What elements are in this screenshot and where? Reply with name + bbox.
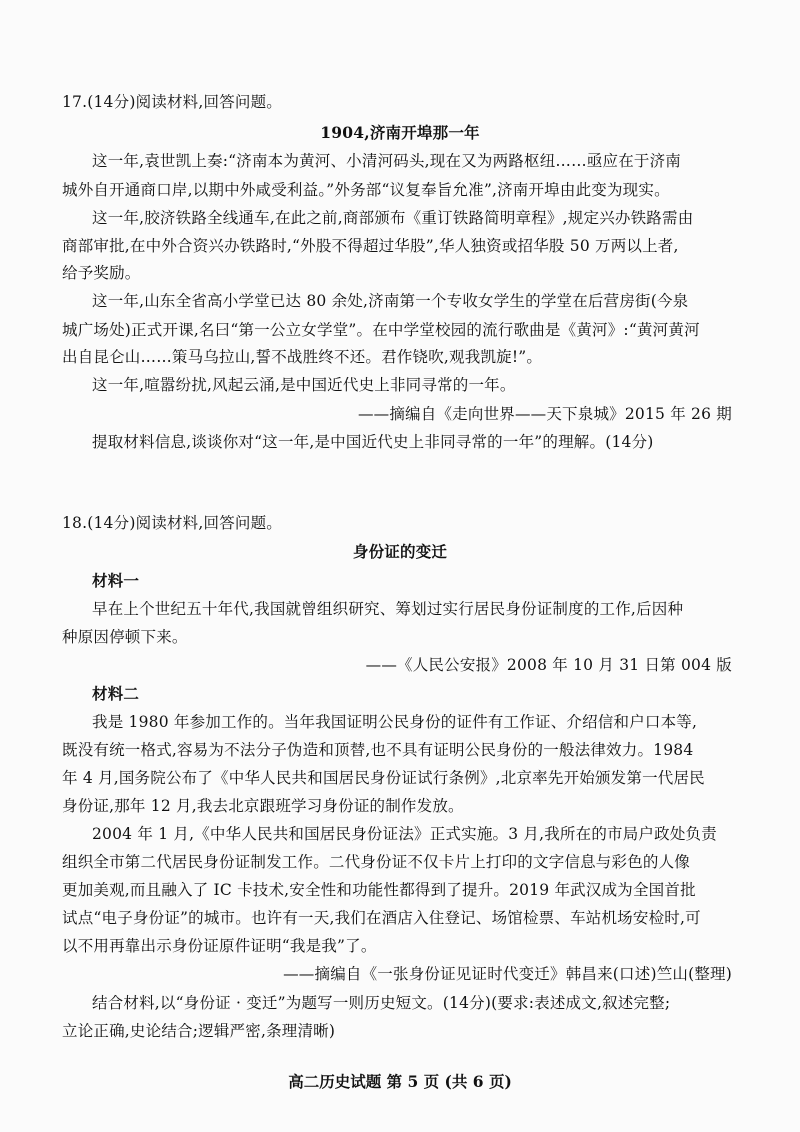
q18-material2-p2-line1: 2004 年 1 月,《中华人民共和国居民身份证法》正式实施。3 月,我所在的市局户政处负责 xyxy=(92,825,717,843)
q17-title: 1904,济南开埠那一年 xyxy=(320,123,480,142)
q17-task: 提取材料信息,谈谈你对“这一年,是中国近代史上非同寻常的一年”的理解。(14分) xyxy=(92,433,654,451)
q17-p4-line1: 这一年,喧嚣纷扰,风起云涌,是中国近代史上非同寻常的一年。 xyxy=(92,376,516,394)
q18-material2-source: ——摘编自《一张身份证见证时代变迁》韩昌来(口述)竺山(整理) xyxy=(283,965,732,983)
q17-header: 17.(14分)阅读材料,回答问题。 xyxy=(62,93,282,111)
page-footer: 高二历史试题 第 5 页 (共 6 页) xyxy=(288,1072,512,1091)
q18-task-line1: 结合材料,以“身份证 · 变迁”为题写一则历史短文。(14分)(要求:表述成文,叙述完整; xyxy=(92,994,671,1012)
q18-task-line2: 立论正确,史论结合;逻辑严密,条理清晰) xyxy=(62,1022,336,1040)
q17-p2-line3: 给予奖励。 xyxy=(62,264,141,282)
q18-material2-p2-line2: 组织全市第二代居民身份证制发工作。二代身份证不仅卡片上打印的文字信息与彩色的人像 xyxy=(62,853,691,871)
q17-p3-line3: 出自昆仑山……策马乌拉山,誓不战胜终不还。君作铙吹,观我凯旋!”。 xyxy=(62,348,543,366)
q17-source: ——摘编自《走向世界——天下泉城》2015 年 26 期 xyxy=(357,405,732,423)
q18-material2-p2-line5: 以不用再靠出示身份证原件证明“我是我”了。 xyxy=(62,937,377,955)
q17-p3-line1: 这一年,山东全省高小学堂已达 80 余处,济南第一个专收女学生的学堂在后营房街(今泉 xyxy=(92,292,689,310)
q18-material1-source: ——《人民公安报》2008 年 10 月 31 日第 004 版 xyxy=(365,656,732,674)
q18-title: 身份证的变迁 xyxy=(352,542,448,561)
q18-material2-label: 材料二 xyxy=(92,684,140,703)
q18-header: 18.(14分)阅读材料,回答问题。 xyxy=(62,514,282,532)
q17-p1-line2: 城外自开通商口岸,以期中外咸受利益。”外务部“议复奉旨允准”,济南开埠由此变为现实。 xyxy=(62,181,670,199)
q18-material2-p1-line2: 既没有统一格式,容易为不法分子伪造和顶替,也不具有证明公民身份的一般法律效力。1984 xyxy=(62,741,694,759)
q17-p2-line2: 商部审批,在中外合资兴办铁路时,“外股不得超过华股”,华人独资或招华股 50 万两以上者, xyxy=(62,237,679,255)
q17-p3-line2: 城广场处)正式开课,名曰“第一公立女学堂”。在中学堂校园的流行歌曲是《黄河》:“黄河黄河 xyxy=(62,321,700,339)
q18-material2-p1-line1: 我是 1980 年参加工作的。当年我国证明公民身份的证件有工作证、介绍信和户口本等, xyxy=(92,713,698,731)
q18-material2-p1-line3: 年 4 月,国务院公布了《中华人民共和国居民身份证试行条例》,北京率先开始颁发第一代居民 xyxy=(62,769,705,787)
q18-material1-line2: 种原因停顿下来。 xyxy=(62,628,188,646)
q17-p2-line1: 这一年,胶济铁路全线通车,在此之前,商部颁布《重订铁路简明章程》,规定兴办铁路需由 xyxy=(92,209,694,227)
q18-material2-p2-line3: 更加美观,而且融入了 IC 卡技术,安全性和功能性都得到了提升。2019 年武汉成为全国首批 xyxy=(62,881,696,899)
q18-material2-p1-line4: 身份证,那年 12 月,我去北京跟班学习身份证的制作发放。 xyxy=(62,797,464,815)
q18-material1-label: 材料一 xyxy=(92,571,140,590)
q17-p1-line1: 这一年,袁世凯上奏:“济南本为黄河、小清河码头,现在又为两路枢纽……亟应在于济南 xyxy=(92,152,682,170)
q18-material1-line1: 早在上个世纪五十年代,我国就曾组织研究、筹划过实行居民身份证制度的工作,后因种 xyxy=(92,600,684,618)
q18-material2-p2-line4: 试点“电子身份证”的城市。也许有一天,我们在酒店入住登记、场馆检票、车站机场安检时,可 xyxy=(62,909,701,927)
